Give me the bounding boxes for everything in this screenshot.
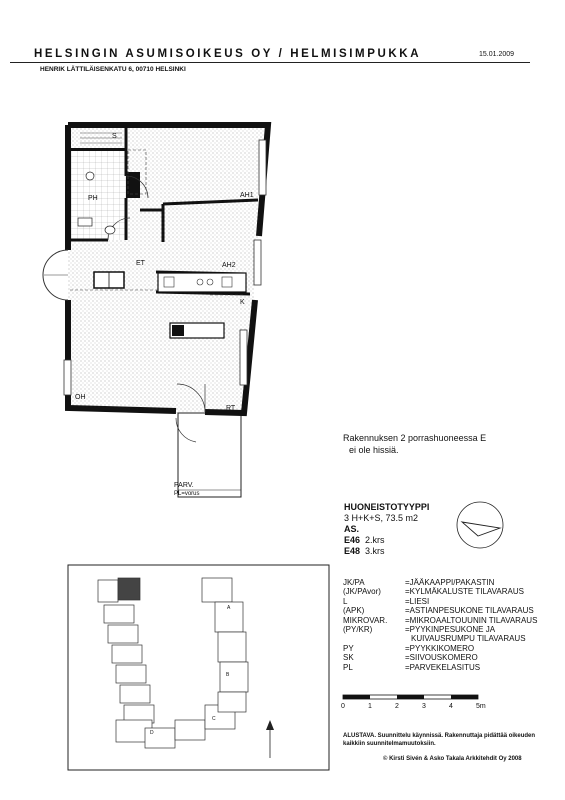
- scale-label: 2: [395, 703, 399, 710]
- scale-label: 4: [449, 703, 453, 710]
- room-label-s: S: [112, 133, 117, 140]
- scale-bar: [343, 695, 478, 699]
- disclaimer: ALUSTAVA. Suunnittelu käynnissä. Rakennuttaja pidättää oikeuden kaikkiin suunnitelmamuutoksiin.: [343, 733, 536, 747]
- legend-row: (APK) =ASTIANPESUKONE TILAVARAUS: [343, 606, 534, 616]
- room-label-ah1: AH1: [240, 192, 254, 199]
- building-note-line2: ei ole hissiä.: [349, 445, 399, 455]
- building-note: [343, 432, 486, 456]
- room-label-rt: RT: [226, 405, 236, 412]
- legend-row: L =LIESI: [343, 596, 430, 606]
- scale-label: 1: [368, 703, 372, 710]
- scale-label: 5m: [476, 703, 486, 710]
- room-label-oh: OH: [75, 394, 86, 401]
- room-label-ah2: AH2: [222, 262, 236, 269]
- room-label-pl: PL=vorus: [174, 491, 200, 497]
- site-label-c: C: [212, 716, 216, 722]
- legend-row: (PY/KR) =PYYKINPESUKONE JA: [343, 625, 496, 635]
- scale-label: 0: [341, 703, 345, 710]
- legend-row: KUIVAUSRUMPU TILAVARAUS: [411, 634, 526, 644]
- room-label-k: K: [240, 299, 245, 306]
- building-note-line1: Rakennuksen 2 porrashuoneessa E: [343, 433, 487, 443]
- unit-floor: 2.krs: [365, 535, 385, 545]
- room-label-et: ET: [136, 260, 145, 267]
- legend-row: MIKROVAR. =MIKROAALTOUUNIN TILAVARAUS: [343, 615, 538, 625]
- legend-row: PY =PYYKKIKOMERO: [343, 643, 475, 653]
- copyright: © Kirsti Sivén & Asko Takala Arkkitehdit Oy 2008: [383, 756, 522, 762]
- legend-row: JK/PA =JÄÄKAAPPI/PAKASTIN: [343, 578, 495, 587]
- apartment-heading: HUONEISTOTYYPPI: [344, 502, 430, 512]
- apartment-as: AS.: [344, 524, 360, 534]
- apartment-type-block: [344, 502, 429, 557]
- header-date: 15.01.2009: [479, 51, 515, 58]
- header-title: HELSINGIN ASUMISOIKEUS OY / HELMISIMPUKKA: [34, 48, 422, 60]
- site-label-a: A: [227, 605, 231, 611]
- room-label-ph: PH: [88, 195, 98, 202]
- unit-id: E46: [344, 535, 361, 545]
- site-label-d: D: [150, 730, 154, 736]
- apartment-type: 3 H+K+S, 73.5 m2: [344, 513, 419, 523]
- unit-id: E48: [344, 546, 361, 556]
- north-arrow-icon: [457, 502, 503, 548]
- unit-floor: 3.krs: [365, 546, 385, 556]
- legend: [343, 578, 537, 672]
- kitchen-counter: [158, 273, 246, 292]
- legend-row: (JK/PAvor) =KYLMÄKALUSTE TILAVARAUS: [343, 587, 524, 597]
- room-label-parv: PARV.: [174, 482, 194, 489]
- scale-label: 3: [422, 703, 426, 710]
- site-label-b: B: [226, 672, 230, 678]
- legend-row: PL =PARVEKELASITUS: [343, 662, 481, 672]
- legend-row: SK =SIIVOUSKOMERO: [343, 653, 478, 663]
- header-address: HENRIK LÄTTILÄISENKATU 6, 00710 HELSINKI: [40, 66, 186, 73]
